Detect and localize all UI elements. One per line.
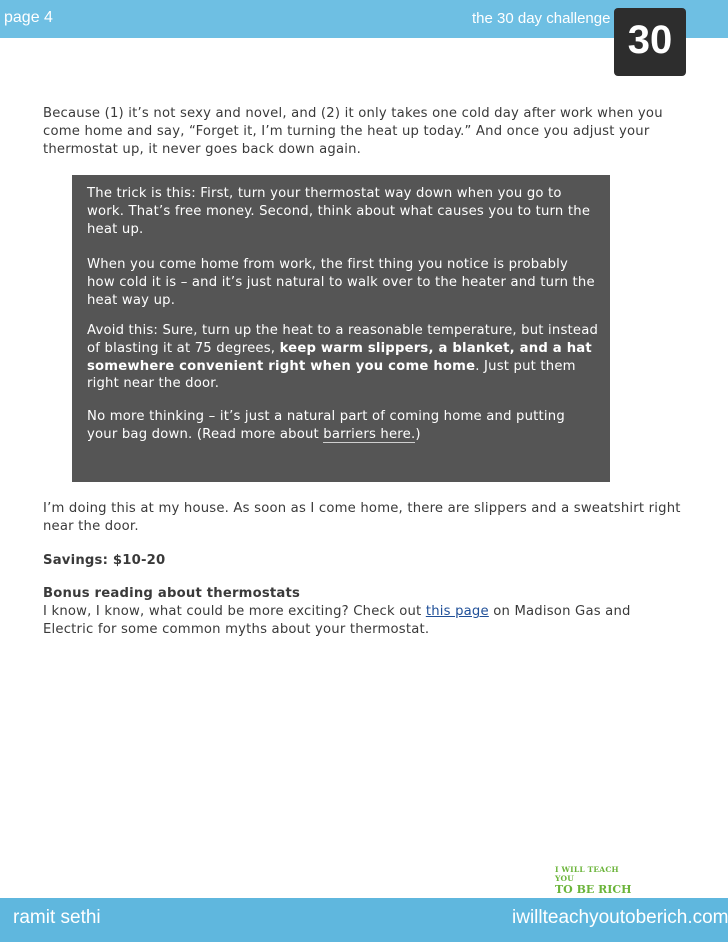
logo-line-1: I WILL TEACH YOU [555, 865, 619, 883]
website-url[interactable]: iwillteachyoutoberich.com [512, 907, 728, 928]
day-30-badge [614, 8, 686, 76]
challenge-title: the 30 day challenge [472, 10, 611, 27]
this-page-link[interactable]: this page [425, 604, 489, 620]
callout-p3-text: Avoid this: Sure, turn up the heat to a reasonable temperature, but instead of blasting it at 75 degrees, [87, 323, 599, 356]
callout-paragraph-1: The trick is this: First, turn your thermostat way down when you go to work. That’s free money. Second, think about what causes you to turn the heat up. [87, 186, 591, 237]
author-name: ramit sethi [13, 907, 101, 928]
doing-paragraph: I’m doing this at my house. As soon as I come home, there are slippers and a sweatshirt right near the door. [43, 501, 681, 535]
callout-p3-bold: keep warm slippers, a blanket, and a hat somewhere convenient right when you come home [87, 340, 592, 374]
tip-callout-box [72, 175, 610, 482]
callout-paragraph-2: When you come home from work, the first thing you notice is probably how cold it is – and it’s just natural to walk over to the heater and turn the heat way up. [87, 257, 595, 308]
callout-p3-end: . Just put them right near the door. [87, 358, 576, 392]
bonus-heading: Bonus reading about thermostats [43, 586, 301, 601]
bonus-section [43, 585, 683, 640]
savings-text: Savings: $10-20 [43, 553, 166, 568]
callout-paragraph-4 [87, 408, 599, 444]
callout-p4-end: ) [415, 426, 421, 442]
callout-paragraph-3 [87, 322, 599, 393]
callout-p4-text: No more thinking – it’s just a natural part of coming home and putting your bag down. (Read more about [87, 409, 565, 442]
intro-paragraph: Because (1) it’s not sexy and novel, and (2) it only takes one cold day after work when you come home and say, “Forget it, I’m turning the heat up today.” And once you adjust your thermostat up, it never goes back down again. [43, 106, 663, 158]
badge-number: 30 [627, 18, 673, 62]
savings-line [43, 552, 683, 570]
logo-line-2: TO BE RICH [555, 883, 632, 896]
bonus-text: I know, I know, what could be more exciting? Check out [43, 604, 426, 620]
page-number-label: page 4 [4, 9, 53, 26]
brand-logo [555, 865, 635, 896]
page-footer [0, 898, 728, 942]
barriers-link[interactable]: barriers here. [323, 426, 416, 442]
bonus-text-end: on Madison Gas and Electric for some common myths about your thermostat. [43, 604, 631, 638]
